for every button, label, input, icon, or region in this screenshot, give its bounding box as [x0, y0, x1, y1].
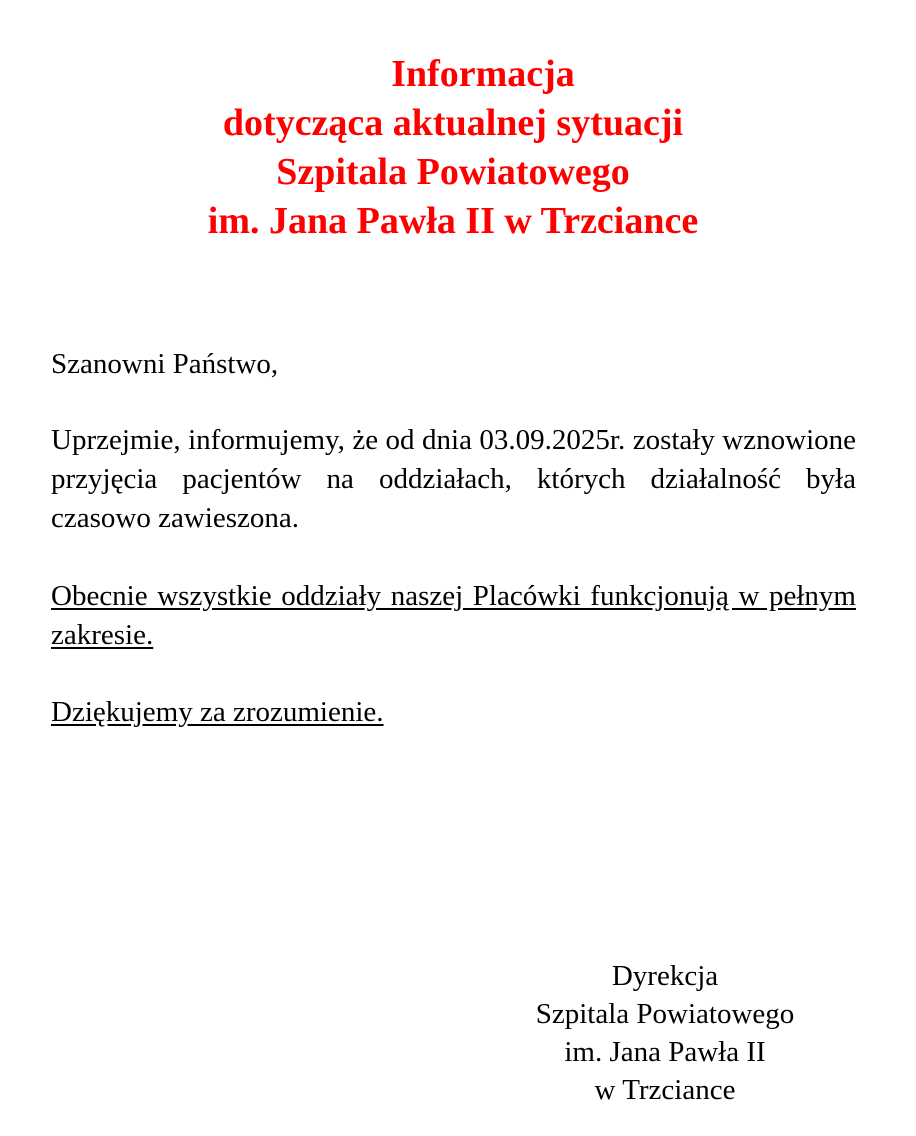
signature-line-1: Dyrekcja	[611, 960, 719, 992]
title-line-3: Szpitala Powiatowego	[276, 151, 630, 193]
paragraph-reopening-notice: Uprzejmie, informujemy, że od dnia 03.09.2025r. zostały wznowione przyjęcia pacjentów na oddziałach, których działalność była czasowo zawieszona.	[51, 424, 856, 534]
signature-line-4: w Trzciance	[594, 1074, 736, 1106]
signature-line-3: im. Jana Pawła II	[564, 1036, 766, 1068]
title-line-1: Informacja	[391, 53, 575, 95]
document-title	[0, 50, 906, 246]
title-line-4: im. Jana Pawła II w Trzciance	[207, 200, 699, 242]
paragraph-thanks: Dziękujemy za zrozumienie.	[51, 696, 384, 728]
greeting: Szanowni Państwo,	[51, 348, 279, 380]
paragraph-full-operation: Obecnie wszystkie oddziały naszej Placówki funkcjonują w pełnym zakresie.	[51, 580, 856, 651]
title-line-2: dotycząca aktualnej sytuacji	[222, 102, 684, 144]
signature-block	[490, 957, 840, 1109]
signature-line-2: Szpitala Powiatowego	[535, 998, 795, 1030]
